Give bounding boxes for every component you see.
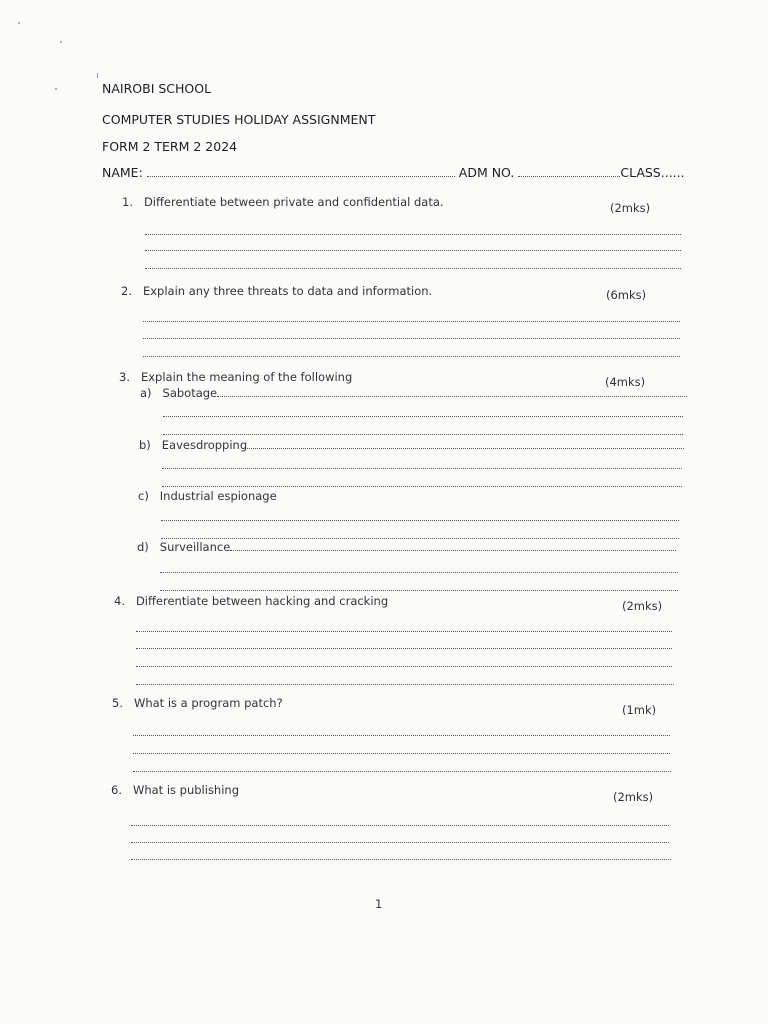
answer-line[interactable] (162, 468, 682, 469)
question-text: Differentiate between private and confidential data. (143, 195, 444, 209)
answer-line[interactable] (131, 842, 669, 843)
question-3c (138, 489, 277, 503)
question-number: 1. (122, 195, 133, 209)
answer-line[interactable] (143, 321, 680, 322)
name-field[interactable] (147, 175, 455, 177)
part-text: Industrial espionage (159, 489, 277, 503)
question-3-marks: (4mks) (605, 375, 646, 389)
answer-line[interactable] (163, 416, 683, 417)
adm-field[interactable] (518, 175, 620, 177)
part-text: Sabotage (162, 386, 218, 400)
assignment-title: COMPUTER STUDIES HOLIDAY ASSIGNMENT (102, 112, 376, 127)
question-number: 3. (119, 370, 130, 384)
answer-line[interactable] (131, 825, 669, 826)
answer-line[interactable] (161, 538, 679, 539)
question-text: What is a program patch? (133, 696, 283, 710)
answer-line[interactable] (145, 234, 681, 235)
question-text: Differentiate between hacking and cracking (135, 594, 389, 608)
student-details-row (102, 165, 690, 180)
class-label: CLASS...... (620, 165, 685, 180)
answer-line[interactable] (161, 520, 679, 521)
part-label: b) (139, 438, 151, 452)
question-number: 4. (114, 594, 125, 608)
page-number: 1 (375, 897, 383, 911)
question-number: 5. (112, 696, 123, 710)
scan-speck (97, 73, 98, 78)
question-3a (140, 386, 686, 400)
question-3d (137, 540, 681, 554)
part-label: d) (137, 540, 149, 554)
question-3 (119, 370, 352, 384)
part-text: Surveillance (159, 540, 231, 554)
question-number: 6. (111, 783, 122, 797)
answer-line[interactable] (230, 549, 676, 551)
question-text: Explain any three threats to data and information. (142, 284, 433, 298)
question-6-marks: (2mks) (613, 790, 654, 804)
answer-line[interactable] (217, 395, 687, 397)
answer-line[interactable] (145, 268, 681, 269)
form-term: FORM 2 TERM 2 2024 (102, 139, 238, 154)
adm-label: ADM NO. (458, 165, 515, 180)
school-name: NAIROBI SCHOOL (102, 81, 212, 96)
question-3b (139, 438, 685, 452)
answer-line[interactable] (133, 771, 671, 772)
question-2-marks: (6mks) (606, 288, 647, 302)
answer-line[interactable] (131, 859, 671, 860)
question-number: 2. (121, 284, 132, 298)
answer-line[interactable] (160, 590, 678, 591)
answer-line[interactable] (133, 735, 670, 736)
answer-line[interactable] (136, 631, 672, 632)
answer-line[interactable] (143, 338, 680, 339)
part-label: c) (138, 489, 149, 503)
answer-line[interactable] (163, 434, 683, 435)
question-text: What is publishing (132, 783, 240, 797)
scan-speck (18, 22, 20, 24)
question-text: Explain the meaning of the following (140, 370, 353, 384)
part-text: Eavesdropping (161, 438, 248, 452)
question-4-marks: (2mks) (622, 599, 663, 613)
question-4 (114, 594, 388, 608)
answer-line[interactable] (133, 753, 670, 754)
question-5-marks: (1mk) (622, 703, 657, 717)
scan-speck (60, 41, 62, 43)
answer-line[interactable] (136, 648, 672, 649)
answer-line[interactable] (162, 486, 682, 487)
question-5 (112, 696, 283, 710)
answer-line[interactable] (143, 356, 680, 357)
question-1-marks: (2mks) (610, 201, 651, 215)
answer-line[interactable] (136, 666, 672, 667)
question-1 (122, 195, 444, 209)
answer-line[interactable] (247, 447, 684, 449)
part-label: a) (140, 386, 152, 400)
question-6 (111, 783, 239, 797)
answer-line[interactable] (160, 572, 678, 573)
name-label: NAME: (102, 165, 143, 180)
question-2 (121, 284, 432, 298)
answer-line[interactable] (145, 250, 681, 251)
scan-speck (55, 88, 57, 90)
answer-line[interactable] (136, 684, 674, 685)
